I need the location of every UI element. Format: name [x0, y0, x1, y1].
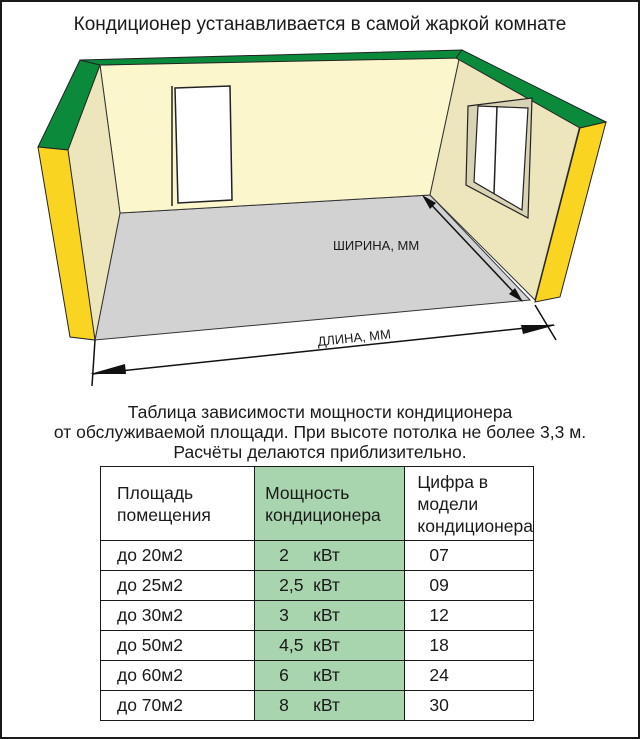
- header-power-line-1: Мощность: [265, 482, 350, 503]
- power-unit: кВт: [313, 635, 340, 655]
- power-unit: кВт: [313, 695, 340, 715]
- door: [175, 86, 232, 203]
- power-value: 3: [279, 605, 289, 625]
- header-model-code: [405, 467, 534, 541]
- length-arrow-start: [90, 364, 126, 374]
- cell-model-code: 18: [405, 631, 534, 661]
- header-area: [101, 467, 255, 541]
- header-code-line-2: модели: [417, 493, 479, 514]
- caption-line-2: от обслуживаемой площади. При высоте потолка не более 3,3 м.: [53, 422, 587, 442]
- power-unit: кВт: [313, 575, 340, 595]
- power-value: 2: [279, 545, 289, 565]
- cell-power: [255, 601, 405, 631]
- header-power: [255, 467, 405, 541]
- width-label: ШИРИНА, ММ: [333, 238, 420, 253]
- table-row: [101, 631, 534, 661]
- cell-model-code: 09: [405, 571, 534, 601]
- cell-area: до 50м2: [101, 631, 255, 661]
- header-area-line-2: помещения: [117, 504, 211, 525]
- cell-power: [255, 571, 405, 601]
- power-value: 8: [279, 695, 289, 715]
- cell-model-code: 12: [405, 601, 534, 631]
- table-header-row: [101, 467, 534, 541]
- diagram-title: Кондиционер устанавливается в самой жаркой комнате: [73, 14, 567, 35]
- table-row: [101, 601, 534, 631]
- length-extension-right: [535, 305, 556, 340]
- table-caption: [0, 402, 640, 462]
- cell-model-code: 07: [405, 541, 534, 571]
- cell-area: до 25м2: [101, 571, 255, 601]
- header-area-line-1: Площадь: [117, 482, 194, 503]
- power-unit: кВт: [313, 605, 340, 625]
- header-code-line-3: кондиционера: [417, 515, 533, 536]
- cell-power: [255, 661, 405, 691]
- length-extension-left: [92, 340, 95, 386]
- cell-area: до 30м2: [101, 601, 255, 631]
- power-value: 6: [279, 665, 289, 685]
- power-value: 2,5: [279, 575, 304, 595]
- cell-power: [255, 541, 405, 571]
- table-row: [101, 661, 534, 691]
- length-label: ДЛИНА, ММ: [316, 326, 392, 349]
- power-table: [100, 466, 534, 721]
- table-row: [101, 571, 534, 601]
- table-row: [101, 541, 534, 571]
- power-unit: кВт: [313, 665, 340, 685]
- power-table-container: [100, 466, 534, 721]
- cell-power: [255, 631, 405, 661]
- cell-model-code: 30: [405, 691, 534, 721]
- caption-line-1: Таблица зависимости мощности кондиционера: [127, 402, 513, 422]
- cell-area: до 20м2: [101, 541, 255, 571]
- cell-model-code: 24: [405, 661, 534, 691]
- power-value: 4,5: [279, 635, 304, 655]
- cell-area: до 70м2: [101, 691, 255, 721]
- cell-area: до 60м2: [101, 661, 255, 691]
- caption-line-3: Расчёты делаются приблизительно.: [173, 442, 467, 462]
- power-unit: кВт: [313, 545, 340, 565]
- header-code-line-1: Цифра в: [417, 471, 489, 492]
- header-power-line-2: кондиционера: [265, 504, 381, 525]
- back-wall: [100, 55, 460, 213]
- cell-power: [255, 691, 405, 721]
- table-row: [101, 691, 534, 721]
